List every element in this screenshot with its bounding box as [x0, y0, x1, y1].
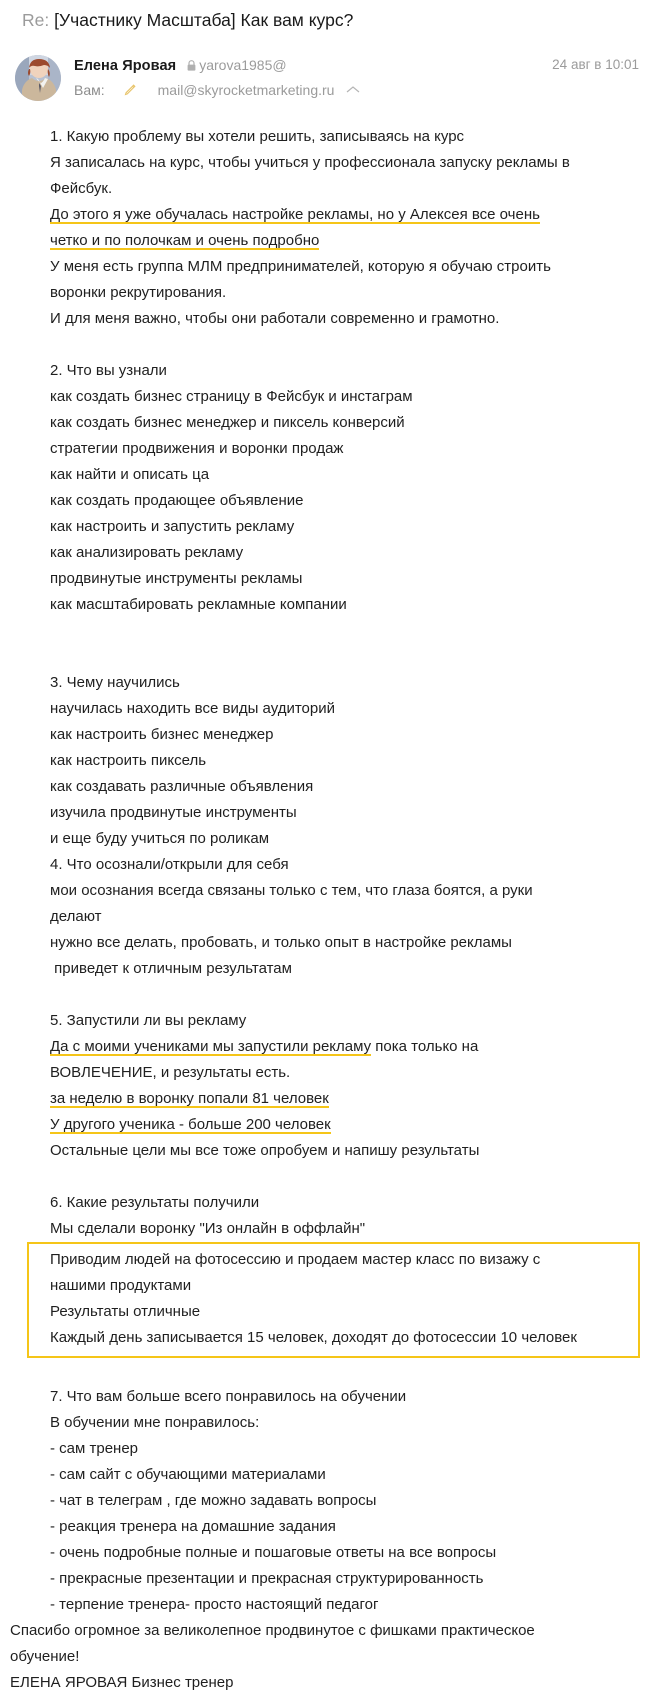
body-line — [0, 696, 648, 722]
body-text: как создать бизнес страницу в Фейсбук и инстаграм — [50, 388, 413, 405]
body-blank-line — [0, 1358, 648, 1384]
body-text: как создать бизнес менеджер и пиксель конверсий — [50, 414, 405, 431]
body-text: 6. Какие результаты получили — [50, 1194, 260, 1211]
body-line — [0, 1644, 648, 1670]
body-line — [0, 1514, 648, 1540]
sender-row — [74, 57, 287, 77]
body-text: - прекрасные презентации и прекрасная структурированность — [50, 1570, 484, 1587]
body-text: И для меня важно, чтобы они работали современно и грамотно. — [50, 310, 500, 327]
body-text: нашими продуктами — [50, 1277, 192, 1294]
sender-email[interactable]: yarova1985@ — [199, 57, 287, 73]
body-text: продвинутые инструменты рекламы — [50, 570, 303, 587]
body-line — [0, 254, 648, 280]
body-line — [0, 1618, 648, 1644]
to-label: Вам: — [74, 82, 105, 98]
body-line — [0, 306, 648, 332]
body-line — [0, 540, 648, 566]
body-line — [0, 1436, 648, 1462]
body-text: стратегии продвижения и воронки продаж — [50, 440, 344, 457]
pen-icon — [123, 84, 136, 102]
body-text: как настроить и запустить рекламу — [50, 518, 295, 535]
body-line — [0, 1086, 648, 1112]
body-text: воронки рекрутирования. — [50, 284, 227, 301]
body-line — [0, 1566, 648, 1592]
body-text: мои осознания всегда связаны только с тем, что глаза боятся, а руки — [50, 882, 533, 899]
body-line — [0, 1540, 648, 1566]
body-line — [0, 1008, 648, 1034]
recipient-row — [74, 81, 360, 101]
page-title — [22, 8, 353, 32]
body-line — [0, 150, 648, 176]
body-text: Каждый день записывается 15 человек, доходят до фотосессии 10 человек — [50, 1329, 577, 1346]
message-body — [0, 124, 648, 1696]
body-text: 5. Запустили ли вы рекламу — [50, 1012, 247, 1029]
body-line — [0, 202, 648, 228]
body-blank-line — [0, 332, 648, 358]
body-line — [0, 488, 648, 514]
body-text: Остальные цели мы все тоже опробуем и напишу результаты — [50, 1142, 480, 1159]
body-text: как создавать различные объявления — [50, 778, 314, 795]
subject-text: [Участнику Масштаба] Как вам курс? — [54, 10, 354, 30]
recipient-email[interactable]: mail@skyrocketmarketing.ru — [157, 82, 335, 98]
body-line — [0, 878, 648, 904]
body-line — [0, 1384, 648, 1410]
highlighted-text: Да с моими учениками мы запустили рекламу — [50, 1038, 372, 1055]
body-line — [0, 722, 648, 748]
body-line — [0, 1216, 648, 1242]
body-blank-line — [0, 644, 648, 670]
body-line — [0, 852, 648, 878]
body-blank-line — [0, 1164, 648, 1190]
subject-re-prefix: Re: — [22, 10, 50, 30]
body-line — [50, 1299, 638, 1325]
body-text: - реакция тренера на домашние задания — [50, 1518, 336, 1535]
body-text: Результаты отличные — [50, 1303, 201, 1320]
body-line — [0, 358, 648, 384]
body-text: - терпение тренера- просто настоящий педагог — [50, 1596, 379, 1613]
body-line — [0, 1112, 648, 1138]
body-line — [0, 124, 648, 150]
highlighted-text: четко и по полочкам и очень подробно — [50, 232, 320, 249]
body-lines-bottom — [0, 1358, 648, 1696]
body-line — [0, 748, 648, 774]
avatar-photo — [15, 55, 61, 101]
body-text: 2. Что вы узнали — [50, 362, 167, 379]
body-text: нужно все делать, пробовать, и только опыт в настройке рекламы — [50, 934, 512, 951]
body-line — [0, 1034, 648, 1060]
body-text: В обучении мне понравилось: — [50, 1414, 260, 1431]
body-line — [0, 1410, 648, 1436]
body-line — [0, 774, 648, 800]
body-text: научилась находить все виды аудиторий — [50, 700, 335, 717]
body-text: Мы сделали воронку "Из онлайн в оффлайн" — [50, 1220, 366, 1237]
body-text: как настроить пиксель — [50, 752, 207, 769]
body-text: как масштабировать рекламные компании — [50, 596, 347, 613]
body-text: Спасибо огромное за великолепное продвинутое с фишками практическое — [10, 1622, 535, 1639]
body-line — [0, 1462, 648, 1488]
body-line — [0, 1488, 648, 1514]
body-text: изучила продвинутые инструменты — [50, 804, 297, 821]
body-line — [50, 1247, 638, 1273]
body-text: приведет к отличным результатам — [50, 960, 292, 977]
body-line — [0, 228, 648, 254]
body-line — [0, 800, 648, 826]
body-text: и еще буду учиться по роликам — [50, 830, 270, 847]
body-text: Я записалась на курс, чтобы учиться у профессионала запуску рекламы в — [50, 154, 570, 171]
body-blank-line — [0, 982, 648, 1008]
body-text: как найти и описать ца — [50, 466, 210, 483]
body-text: как создать продающее объявление — [50, 492, 304, 509]
body-text: делают — [50, 908, 102, 925]
lock-icon — [187, 58, 196, 76]
body-line — [0, 410, 648, 436]
body-line — [0, 904, 648, 930]
body-line — [0, 1138, 648, 1164]
body-text: как настроить бизнес менеджер — [50, 726, 274, 743]
body-text: - очень подробные полные и пошаговые ответы на все вопросы — [50, 1544, 497, 1561]
body-text: - сам тренер — [50, 1440, 139, 1457]
body-text: ВОВЛЕЧЕНИЕ, и результаты есть. — [50, 1064, 291, 1081]
body-text: 1. Какую проблему вы хотели решить, записываясь на курс — [50, 128, 465, 145]
body-text: - сам сайт с обучающими материалами — [50, 1466, 326, 1483]
body-line — [0, 566, 648, 592]
body-line — [0, 280, 648, 306]
body-line — [0, 1670, 648, 1696]
body-line — [0, 384, 648, 410]
highlighted-text: До этого я уже обучалась настройке рекламы, но у Алексея все очень — [50, 206, 540, 223]
chevron-up-icon[interactable] — [346, 81, 360, 99]
body-lines-top — [0, 124, 648, 1242]
body-line — [0, 1190, 648, 1216]
body-line — [0, 670, 648, 696]
body-text: пока только на — [371, 1038, 479, 1055]
highlighted-text: за неделю в воронку попали 81 человек — [50, 1090, 329, 1107]
message-header — [0, 52, 648, 108]
sender-name[interactable]: Елена Яровая — [74, 58, 177, 74]
body-line — [0, 462, 648, 488]
body-line — [0, 592, 648, 618]
body-text: 3. Чему научились — [50, 674, 180, 691]
body-text: У меня есть группа МЛМ предпринимателей, которую я обучаю строить — [50, 258, 551, 275]
body-line — [0, 176, 648, 202]
body-text: 4. Что осознали/открыли для себя — [50, 856, 289, 873]
body-line — [0, 1060, 648, 1086]
body-text: обучение! — [10, 1648, 80, 1665]
highlighted-box — [27, 1242, 640, 1358]
highlighted-text: У другого ученика - больше 200 человек — [50, 1116, 331, 1133]
avatar[interactable] — [15, 55, 61, 101]
body-line — [0, 826, 648, 852]
body-text: как анализировать рекламу — [50, 544, 244, 561]
body-text: 7. Что вам больше всего понравилось на обучении — [50, 1388, 407, 1405]
body-text: Приводим людей на фотосессию и продаем мастер класс по визажу с — [50, 1251, 541, 1268]
body-line — [0, 956, 648, 982]
body-line — [50, 1325, 638, 1351]
body-line — [0, 436, 648, 462]
body-line — [0, 514, 648, 540]
body-text: Фейсбук. — [50, 180, 113, 197]
body-text: ЕЛЕНА ЯРОВАЯ Бизнес тренер — [10, 1674, 234, 1691]
body-line — [0, 930, 648, 956]
body-text: - чат в телеграм , где можно задавать вопросы — [50, 1492, 377, 1509]
body-line — [50, 1273, 638, 1299]
body-blank-line — [0, 618, 648, 644]
message-date: 24 авг в 10:01 — [552, 57, 639, 72]
